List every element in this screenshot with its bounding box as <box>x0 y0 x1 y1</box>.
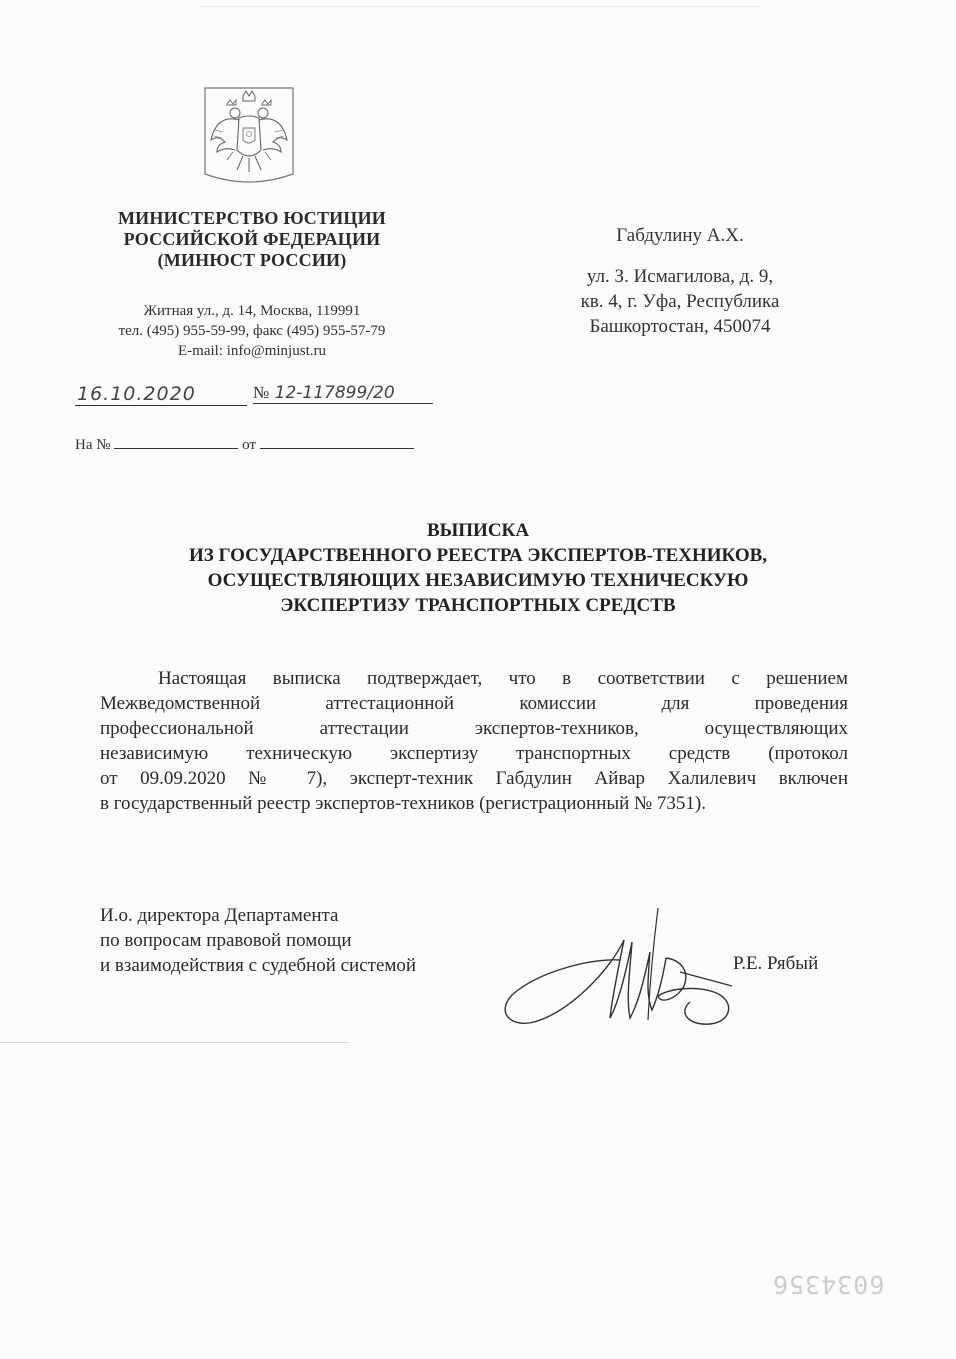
addressee-name: Габдулину А.Х. <box>616 225 744 246</box>
reference-on-label: На № <box>75 437 111 453</box>
number-sign: № <box>253 383 270 402</box>
scan-line-artifact <box>0 1042 350 1043</box>
addressee-block <box>540 224 820 339</box>
title-line: ОСУЩЕСТВЛЯЮЩИХ НЕЗАВИСИМУЮ ТЕХНИЧЕСКУЮ <box>207 570 749 591</box>
registration-line <box>75 383 435 409</box>
serial-number: 6034356 <box>772 1270 885 1299</box>
handwritten-signature <box>500 900 745 1050</box>
position-line: И.о. директора Департамента <box>100 905 339 926</box>
sender-phones: тел. (495) 955-59-99, факс (495) 955-57-79 <box>118 323 386 339</box>
reference-line <box>75 436 414 454</box>
sender-email: E-mail: info@minjust.ru <box>178 343 326 359</box>
body-line: профессиональной аттестации экспертов-техников, осуществляющих <box>100 718 848 739</box>
ministry-line: РОССИЙСКОЙ ФЕДЕРАЦИИ <box>123 229 381 249</box>
registration-date: 16.10.2020 <box>75 383 247 406</box>
body-line: в государственный реестр экспертов-техников (регистрационный № 7351). <box>100 793 706 814</box>
scan-line-artifact <box>200 6 760 7</box>
body-line: Межведомственной аттестационной комиссии для проведения <box>100 693 848 714</box>
signatory-position <box>100 903 416 978</box>
reference-from-label: от <box>242 437 256 453</box>
registration-number: 12-117899/20 <box>274 383 395 403</box>
ministry-line: (МИНЮСТ РОССИИ) <box>157 250 347 270</box>
sender-address: Житная ул., д. 14, Москва, 119991 <box>143 303 361 319</box>
addressee-address-line: кв. 4, г. Уфа, Республика <box>580 291 780 312</box>
title-line: ВЫПИСКА <box>426 520 530 541</box>
reference-number-blank <box>114 436 238 449</box>
position-line: по вопросам правовой помощи <box>100 930 352 951</box>
body-line: Настоящая выписка подтверждает, что в соответствии с решением <box>158 668 848 689</box>
registration-number-field <box>253 383 433 404</box>
reference-date-blank <box>260 436 414 449</box>
coat-of-arms-emblem <box>203 86 295 188</box>
body-line: независимую техническую экспертизу транспортных средств (протокол <box>100 743 848 764</box>
document-title <box>60 518 896 618</box>
title-line: ЭКСПЕРТИЗУ ТРАНСПОРТНЫХ СРЕДСТВ <box>280 595 676 616</box>
signatory-name: Р.Е. Рябый <box>733 953 819 974</box>
addressee-address-line: ул. З. Исмагилова, д. 9, <box>586 266 774 287</box>
ministry-name <box>72 208 432 271</box>
body-line: от 09.09.2020 № 7), эксперт-техник Габдулин Айвар Халилевич включен <box>100 768 848 789</box>
document-body <box>100 666 848 816</box>
position-line: и взаимодействия с судебной системой <box>100 955 417 976</box>
sender-contacts <box>72 301 432 361</box>
ministry-line: МИНИСТЕРСТВО ЮСТИЦИИ <box>117 208 386 228</box>
addressee-address-line: Башкортостан, 450074 <box>589 316 771 337</box>
sender-block <box>72 208 432 361</box>
title-line: ИЗ ГОСУДАРСТВЕННОГО РЕЕСТРА ЭКСПЕРТОВ-ТЕХНИКОВ, <box>188 545 768 566</box>
addressee-address <box>540 264 820 339</box>
